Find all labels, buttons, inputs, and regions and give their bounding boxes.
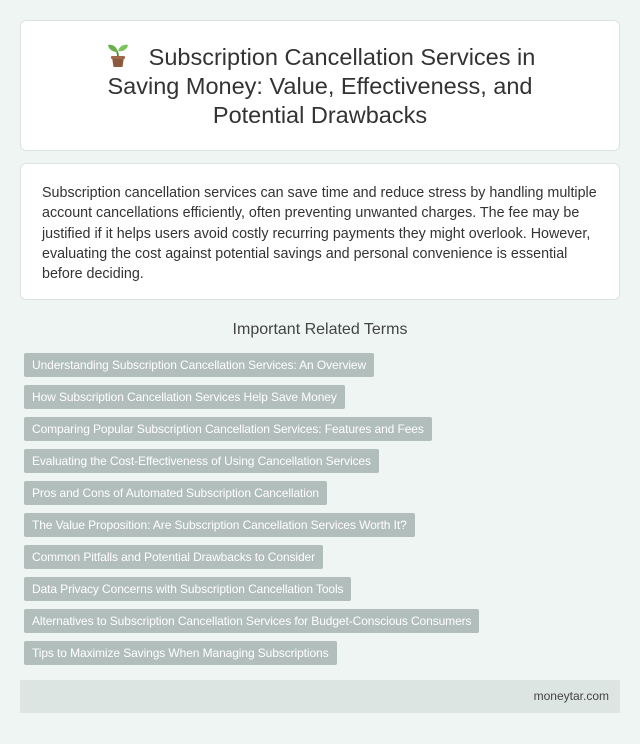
page-title-text: Subscription Cancellation Services in Saving Money: Value, Effectiveness, and Potential Drawbacks — [107, 43, 536, 128]
related-term-tag[interactable]: Comparing Popular Subscription Cancellation Services: Features and Fees — [24, 417, 432, 441]
related-term-tag[interactable]: Pros and Cons of Automated Subscription Cancellation — [24, 481, 327, 505]
footer — [20, 680, 620, 713]
related-term-tag[interactable]: How Subscription Cancellation Services Help Save Money — [24, 385, 345, 409]
footer-site-link[interactable]: moneytar.com — [533, 689, 609, 703]
related-term-tag[interactable]: Data Privacy Concerns with Subscription Cancellation Tools — [24, 577, 351, 601]
summary-card — [20, 163, 620, 300]
related-term-tag[interactable]: Evaluating the Cost-Effectiveness of Using Cancellation Services — [24, 449, 379, 473]
related-term-tag[interactable]: Common Pitfalls and Potential Drawbacks to Consider — [24, 545, 323, 569]
page-title — [21, 42, 619, 130]
related-term-tag[interactable]: Alternatives to Subscription Cancellation Services for Budget-Conscious Consumers — [24, 609, 479, 633]
related-term-tag[interactable]: Understanding Subscription Cancellation Services: An Overview — [24, 353, 374, 377]
related-terms-heading: Important Related Terms — [232, 321, 408, 338]
summary-text: Subscription cancellation services can save time and reduce stress by handling multiple account cancellations efficiently, often preventing unwanted charges. The fee may be justified if it helps users avoid costly recurring payments they might overlook. However, evaluating the cost against potential savings and personal convenience is essential before deciding. — [42, 185, 597, 283]
title-card — [20, 20, 620, 151]
related-term-tag[interactable]: The Value Proposition: Are Subscription Cancellation Services Worth It? — [24, 513, 415, 537]
related-terms-list — [24, 353, 620, 673]
related-term-tag[interactable]: Tips to Maximize Savings When Managing Subscriptions — [24, 641, 337, 665]
seedling-icon — [105, 42, 131, 68]
